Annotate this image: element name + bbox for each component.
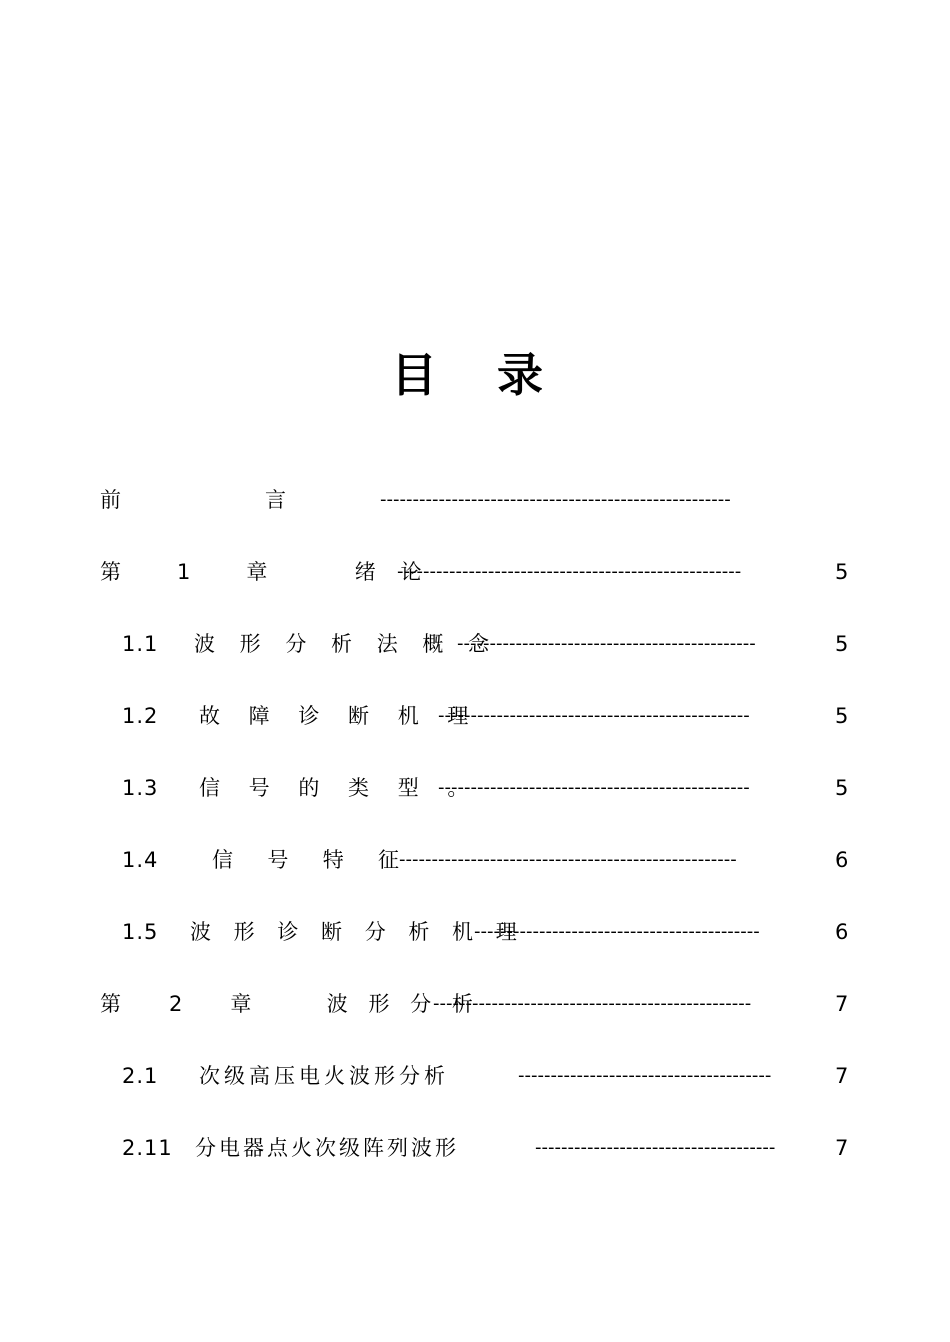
toc-leader: ------------------------------------------------	[438, 705, 750, 726]
toc-row-1-2[interactable]	[0, 694, 950, 766]
toc-leader: ------------------------------------------------	[438, 777, 750, 798]
toc-label: 信 号 特 征	[212, 848, 407, 872]
toc-section-number: 1.3	[122, 776, 159, 800]
toc-page-number: 5	[835, 560, 849, 584]
toc-page-number: 6	[835, 920, 849, 944]
toc-section-number: 1.1	[122, 632, 159, 656]
toc-label: 波 形 诊 断 分 析 机 理	[190, 920, 525, 944]
toc-label-second: 言	[265, 488, 286, 512]
toc-section-number: 1.5	[122, 920, 159, 944]
toc-row-chapter-2[interactable]	[0, 982, 950, 1054]
toc-leader: ------------------------------------------------------	[380, 489, 731, 510]
toc-page-number: 5	[835, 704, 849, 728]
toc-title: 目 录	[390, 348, 565, 402]
toc-leader: --------------------------------------------	[474, 921, 760, 942]
toc-section-number: 1.4	[122, 848, 159, 872]
toc-page-number: 6	[835, 848, 849, 872]
toc-label: 第 2 章 波 形 分 析	[100, 992, 480, 1016]
toc-page-number: 5	[835, 776, 849, 800]
toc-section-number: 2.1	[122, 1064, 159, 1088]
toc-section-number: 2.11	[122, 1136, 173, 1160]
table-of-contents	[0, 478, 950, 1198]
toc-label: 次级高压电火波形分析	[199, 1064, 449, 1088]
toc-page-number: 7	[835, 1136, 849, 1160]
toc-label: 信 号 的 类 型 。	[199, 776, 480, 800]
toc-leader: ----------------------------------------------	[457, 633, 756, 654]
toc-leader: ----------------------------------------------------	[399, 849, 737, 870]
toc-leader: -----------------------------------------------------	[397, 561, 742, 582]
toc-row-1-3[interactable]	[0, 766, 950, 838]
toc-page-number: 7	[835, 1064, 849, 1088]
toc-row-1-4[interactable]	[0, 838, 950, 910]
toc-page-number: 7	[835, 992, 849, 1016]
toc-label: 波 形 分 析 法 概 念	[194, 632, 499, 656]
toc-leader: -------------------------------------	[535, 1137, 776, 1158]
toc-row-preface[interactable]	[0, 478, 950, 550]
toc-leader: ---------------------------------------	[518, 1065, 772, 1086]
toc-label: 故 障 诊 断 机 理	[199, 704, 480, 728]
toc-label: 分电器点火次级阵列波形	[195, 1136, 459, 1160]
toc-row-2-1[interactable]	[0, 1054, 950, 1126]
toc-page-number: 5	[835, 632, 849, 656]
toc-leader: -------------------------------------------------	[433, 993, 752, 1014]
toc-label: 前	[100, 488, 121, 512]
toc-row-1-1[interactable]	[0, 622, 950, 694]
toc-row-1-5[interactable]	[0, 910, 950, 982]
toc-section-number: 1.2	[122, 704, 159, 728]
toc-row-2-11[interactable]	[0, 1126, 950, 1198]
toc-row-chapter-1[interactable]	[0, 550, 950, 622]
toc-label: 第 1 章 绪 论	[100, 560, 431, 584]
